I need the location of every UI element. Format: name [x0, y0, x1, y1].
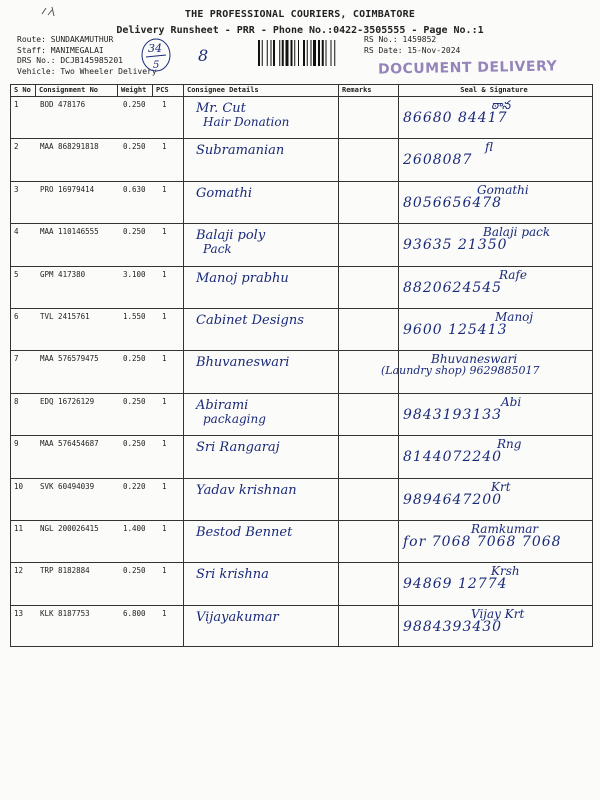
cell-serial-number: 10 [14, 481, 24, 491]
table-row [11, 478, 592, 518]
cell-consignment-number: SVK 60494039 [40, 481, 95, 491]
cell-pieces: 1 [162, 524, 167, 533]
cell-contact-phone: 93635 21350 [403, 237, 508, 254]
route-label: Route: SUNDAKAMUTHUR [17, 35, 114, 44]
header-divider [35, 85, 36, 96]
cell-weight: 0.630 [123, 184, 146, 194]
cell-consignee-name: Sri krishna [196, 567, 269, 583]
cell-serial-number: 1 [14, 100, 19, 109]
col-header-signature: Seal & Signature [460, 86, 528, 94]
cell-consignee-line2: Hair Donation [203, 115, 290, 129]
cell-consignee-name: Manoj prabhu [196, 270, 289, 286]
cell-signature: Rng [497, 437, 522, 452]
cell-weight: 1.400 [123, 524, 146, 533]
cell-contact-phone: 9894647200 [403, 491, 503, 508]
cell-weight: 0.250 [123, 100, 146, 109]
cell-pieces: 1 [162, 439, 167, 449]
cell-contact-phone: for 7068 7068 7068 [403, 534, 562, 550]
cell-contact-phone: 8820624545 [403, 279, 503, 296]
cell-serial-number: 6 [14, 312, 19, 321]
cell-consignee-name: Balaji poly [196, 228, 266, 244]
cell-consignment-number: MAA 576454687 [40, 439, 99, 449]
cell-signature: Rafe [499, 267, 528, 282]
cell-serial-number: 2 [14, 142, 19, 152]
cell-consignee-name: Cabinet Designs [196, 313, 304, 328]
meta-left-block [17, 35, 160, 77]
cell-serial-number: 11 [14, 524, 24, 533]
cell-pieces: 1 [162, 142, 167, 152]
cell-contact-phone: (Laundry shop) 9629885017 [381, 364, 540, 378]
table-row [11, 435, 592, 475]
cell-pieces: 1 [162, 227, 167, 237]
cell-consignment-number: MAA 868291818 [40, 142, 99, 152]
cell-consignment-number: TRP 8182884 [40, 566, 90, 576]
cell-serial-number: 9 [14, 439, 19, 449]
table-row [11, 350, 592, 390]
document-delivery-stamp: DOCUMENT DELIVERY [377, 58, 558, 78]
runsheet-subtitle: Delivery Runsheet - PRR - Phone No.:0422-3505555 - Page No.:1 [116, 25, 484, 36]
cell-consignee-line2: Pack [203, 242, 232, 257]
cell-weight: 0.250 [123, 354, 146, 364]
cell-pieces: 1 [162, 396, 167, 406]
cell-weight: 3.100 [123, 269, 146, 279]
col-header-consignee: Consignee Details [187, 86, 259, 94]
cell-consignee-line2: packaging [203, 411, 266, 426]
table-row [11, 266, 592, 306]
cell-consignee-name: Subramanian [196, 143, 285, 159]
cell-contact-phone: 8056656478 [403, 194, 503, 211]
cell-serial-number: 5 [14, 269, 19, 279]
col-header-pcs: PCS [156, 86, 169, 94]
cell-consignee-name: Bestod Bennet [196, 525, 293, 540]
cell-signature: Vijay Krt [471, 606, 525, 621]
col-header-remarks: Remarks [342, 86, 372, 94]
cell-signature: ఠాన [491, 98, 511, 112]
cell-consignment-number: MAA 576579475 [40, 354, 99, 364]
cell-signature: Krt [491, 479, 511, 494]
cell-consignee-name: Bhuvaneswari [196, 355, 290, 371]
cell-signature: Ramkumar [471, 522, 539, 536]
cell-consignee-name: Mr. Cut [196, 101, 246, 116]
cell-consignment-number: TVL 2415761 [40, 312, 90, 321]
cell-serial-number: 3 [14, 184, 19, 194]
cell-serial-number: 12 [14, 566, 24, 576]
meta-right-block [364, 35, 460, 56]
cell-pieces: 1 [162, 354, 167, 364]
vehicle-label: Vehicle: Two Wheeler Delivery [17, 66, 157, 76]
cell-pieces: 1 [162, 100, 167, 109]
drs-number: DRS No.: DCJB145985201 [17, 56, 123, 65]
cell-serial-number: 7 [14, 354, 19, 364]
delivery-table [10, 84, 593, 647]
cell-weight: 0.250 [123, 439, 146, 449]
table-row [11, 138, 592, 178]
cell-consignment-number: MAA 110146555 [40, 227, 99, 237]
cell-contact-phone: 9843193133 [403, 406, 503, 423]
cell-consignment-number: GPM 417380 [40, 269, 86, 279]
cell-contact-phone: 94869 12774 [403, 576, 508, 593]
cell-contact-phone: 8144072240 [403, 449, 503, 466]
cell-weight: 0.250 [123, 227, 146, 237]
header-divider [152, 85, 153, 96]
cell-signature: fl [485, 140, 494, 155]
table-row [11, 520, 592, 560]
cell-weight: 0.250 [123, 142, 146, 152]
cell-serial-number: 8 [14, 396, 19, 406]
cell-signature: Gomathi [477, 182, 529, 197]
cell-contact-phone: 2608087 [403, 152, 473, 169]
cell-signature: Balaji pack [483, 225, 551, 240]
cell-weight: 1.550 [123, 312, 146, 321]
table-row [11, 562, 592, 602]
table-row [11, 181, 592, 221]
cell-signature: Krsh [491, 564, 520, 579]
staff-label: Staff: MANIMEGALAI [17, 45, 104, 55]
cell-consignment-number: PRO 16979414 [40, 184, 95, 194]
cell-pieces: 1 [162, 566, 167, 576]
cell-serial-number: 13 [14, 608, 24, 618]
rs-date: RS Date: 15-Nov-2024 [364, 45, 461, 55]
cell-pieces: 1 [162, 608, 167, 618]
cell-consignment-number: BOD 478176 [40, 100, 86, 109]
cell-weight: 0.220 [123, 481, 146, 491]
cell-consignment-number: NGL 200026415 [40, 524, 99, 533]
count-bottom: 5 [153, 60, 160, 71]
col-header-consignment: Consignment No [39, 86, 99, 94]
cell-pieces: 1 [162, 481, 167, 491]
cell-consignment-number: EDQ 16726129 [40, 396, 95, 406]
cell-consignee-name: Vijayakumar [196, 609, 279, 625]
cell-pieces: 1 [162, 184, 167, 194]
table-row [11, 96, 592, 136]
cell-consignee-name: Gomathi [196, 185, 253, 201]
table-row [11, 308, 592, 348]
rs-number: RS No.: 1459852 [364, 35, 437, 44]
count-mark: 8 [198, 46, 209, 65]
col-header-weight: Weight [121, 86, 147, 94]
cell-signature: Abi [501, 394, 522, 409]
handwritten-count-mark [140, 37, 220, 77]
cell-contact-phone: 9600 125413 [403, 322, 508, 338]
cell-consignee-name: Abirami [196, 397, 249, 413]
cell-pieces: 1 [162, 312, 167, 321]
count-top: 34 [148, 42, 162, 55]
cell-weight: 0.250 [123, 566, 146, 576]
cell-contact-phone: 86680 84417 [403, 110, 508, 126]
cell-consignment-number: KLK 8187753 [40, 608, 90, 618]
cell-signature: Bhuvaneswari [431, 352, 518, 367]
table-row [11, 605, 592, 645]
table-row [11, 393, 592, 433]
table-row [11, 223, 592, 263]
col-header-sno: S No [14, 86, 31, 94]
cell-pieces: 1 [162, 269, 167, 279]
cell-weight: 0.250 [123, 396, 146, 406]
cell-weight: 6.800 [123, 608, 146, 618]
cell-contact-phone: 9884393430 [403, 618, 503, 635]
cell-serial-number: 4 [14, 227, 19, 237]
cell-consignee-name: Yadav krishnan [196, 482, 297, 498]
barcode-image [258, 40, 358, 66]
header-divider [117, 85, 118, 96]
cell-consignee-name: Sri Rangaraj [196, 440, 280, 456]
company-title: THE PROFESSIONAL COURIERS, COIMBATORE [184, 9, 416, 20]
cell-signature: Manoj [495, 310, 534, 324]
